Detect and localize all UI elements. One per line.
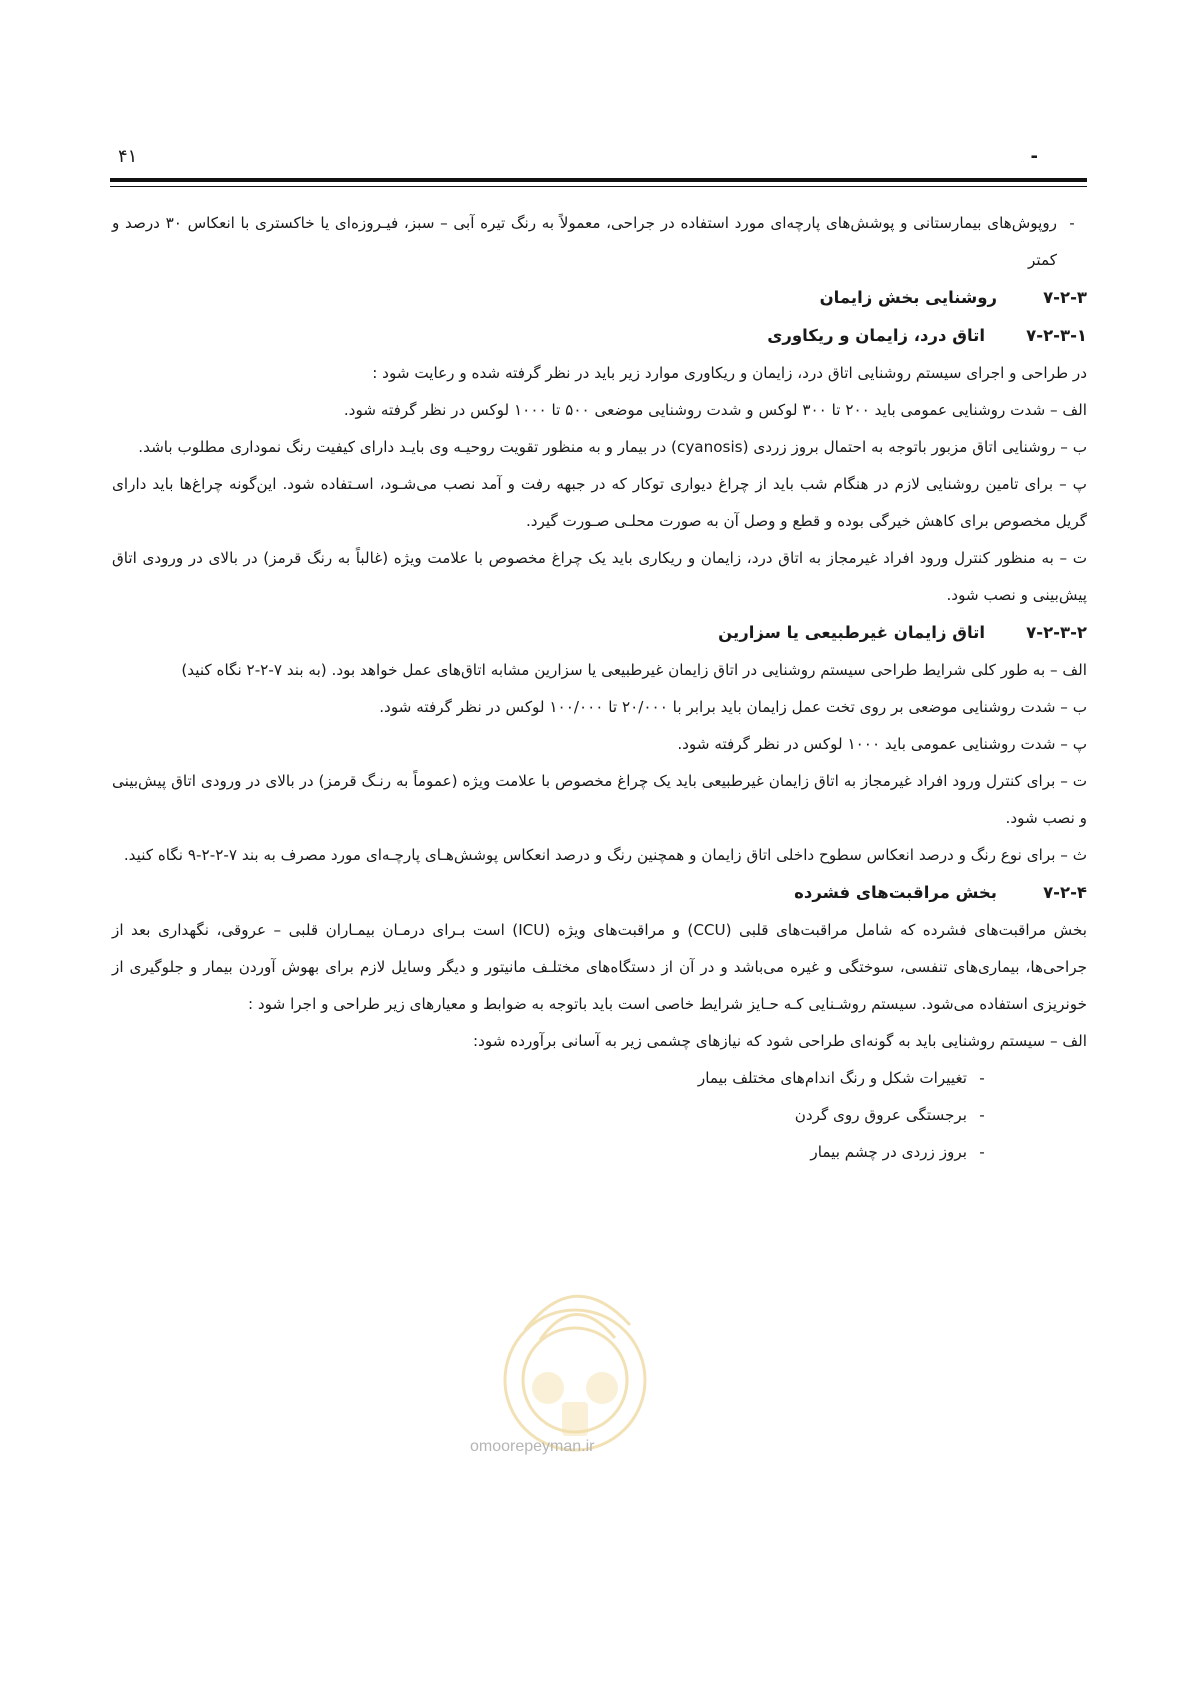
section-title: بخش مراقبت‌های فشرده [794,883,997,902]
list-item: ت – برای کنترل ورود افراد غیرمجاز به اتاق زایمان غیرطبیعی باید یک چراغ مخصوص با علامت ویژه (عموماً به رنـگ قرمز) در بالای در ورودی اتاق پیش‌بینی و نصب شود. [112,772,1087,827]
bullet-mark: - [979,1143,985,1161]
section-heading-7-2-3 [112,279,1087,317]
header-mark: - [1030,146,1038,167]
bullet-text: روپوش‌های بیمارستانی و پوشش‌های پارچه‌ای مورد استفاده در جراحی، معمولاً به رنگ تیره آبی – سبز، فیـروزه‌ای یا خاکستری با انعکاس ۳۰ درصد و کمتر [112,214,1057,269]
section-title: اتاق درد، زایمان و ریکاوری [767,326,985,345]
list-item: پ – برای تامین روشنایی لازم در هنگام شب باید از چراغ دیواری توکار که در جبهه رفت و آمد نصب می‌شـود، اسـتفاده شود. این‌گونه چراغ‌ها باید دارای گریل مخصوص برای کاهش خیرگی بوده و قطع و وصل آن به صورت محلـی صـورت گیرد. [112,475,1087,530]
section-heading-7-2-3-2 [112,614,1087,652]
section-title: اتاق زایمان غیرطبیعی یا سزارین [718,623,985,642]
bullet-mark: - [1069,214,1075,232]
list-bullet [112,1097,1087,1134]
list-item: ث – برای نوع رنگ و درصد انعکاس سطوح داخلی اتاق زایمان و همچنین رنگ و درصد انعکاس پوشش‌هـای پارچـه‌ای مورد مصرف به بند ۷-۲-۲-۹ نگاه کنید. [123,846,1087,864]
header-rule-thin [110,186,1087,187]
header-rule-thick [110,178,1087,182]
list-item: الف – شدت روشنایی عمومی باید ۲۰۰ تا ۳۰۰ لوکس و شدت روشنایی موضعی ۵۰۰ تا ۱۰۰۰ لوکس در نظر گرفته شود. [343,401,1087,419]
bullet-text: بروز زردی در چشم بیمار [810,1143,967,1161]
section-title: روشنایی بخش زایمان [819,288,997,307]
bullet-mark: - [979,1069,985,1087]
section-heading-7-2-4 [112,874,1087,912]
bullet-mark: - [979,1106,985,1124]
section-number: ۷-۲-۳ [1043,288,1087,307]
list-bullet [112,1134,1087,1171]
section-number: ۷-۲-۳-۲ [1026,623,1087,642]
bullet-text: تغییرات شکل و رنگ اندام‌های مختلف بیمار [697,1069,967,1087]
list-item: ب – روشنایی اتاق مزبور باتوجه به احتمال بروز زردی (cyanosis) در بیمار و به منظور تقویت روحیـه وی بایـد دارای کیفیت رنگ نموداری مطلوب باشد. [138,438,1087,456]
bullet-text: برجستگی عروق روی گردن [794,1106,967,1124]
document-body [112,205,1087,1171]
list-item: الف – به طور کلی شرایط طراحی سیستم روشنایی در اتاق زایمان غیرطبیعی یا سزارین مشابه اتاق‌های عمل خواهد بود. (به بند ۷-۲-۲ نگاه کنید) [181,661,1087,679]
watermark-url: omoorepeyman.ir [470,1438,595,1455]
section-number: ۷-۲-۴ [1043,883,1087,902]
section-number: ۷-۲-۳-۱ [1026,326,1087,345]
list-bullet [112,1060,1087,1097]
paragraph-intro: در طراحی و اجرای سیستم روشنایی اتاق درد، زایمان و ریکاوری موارد زیر باید در نظر گرفته شده و رعایت شود : [372,364,1087,382]
list-item: ب – شدت روشنایی موضعی بر روی تخت عمل زایمان باید برابر با ۲۰/۰۰۰ تا ۱۰۰/۰۰۰ لوکس در نظر گرفته شود. [379,698,1087,716]
section-heading-7-2-3-1 [112,317,1087,355]
page-number: ۴۱ [118,146,138,167]
intro-bullet [112,205,1087,279]
list-item: الف – سیستم روشنایی باید به گونه‌ای طراحی شود که نیازهای چشمی زیر به آسانی برآورده شود: [473,1032,1087,1050]
paragraph-body: بخش مراقبت‌های فشرده که شامل مراقبت‌های قلبی (CCU) و مراقبت‌های ویژه (ICU) است بـرای درمـان بیمـاران قلبی – عروقی، نگهداری بعد از جراحی‌ها، بیماری‌های تنفسی، سوختگی و غیره می‌باشد و در آن از دستگاه‌های مختلـف مانیتور و دیگر وسایل لازم برای بهوش آوردن بیمار و جلوگیری از خونریزی استفاده می‌شود. سیستم روشـنایی کـه حـایز شرایط خاصی است باید باتوجه به ضوابط و معیارهای زیر طراحی و اجرا شود : [112,921,1087,1013]
list-item: پ – شدت روشنایی عمومی باید ۱۰۰۰ لوکس در نظر گرفته شود. [677,735,1087,753]
list-item: ت – به منظور کنترل ورود افراد غیرمجاز به اتاق درد، زایمان و ریکاری باید یک چراغ مخصوص با علامت ویژه (غالباً به رنگ قرمز) در بالای در ورودی اتاق پیش‌بینی و نصب شود. [112,549,1087,604]
